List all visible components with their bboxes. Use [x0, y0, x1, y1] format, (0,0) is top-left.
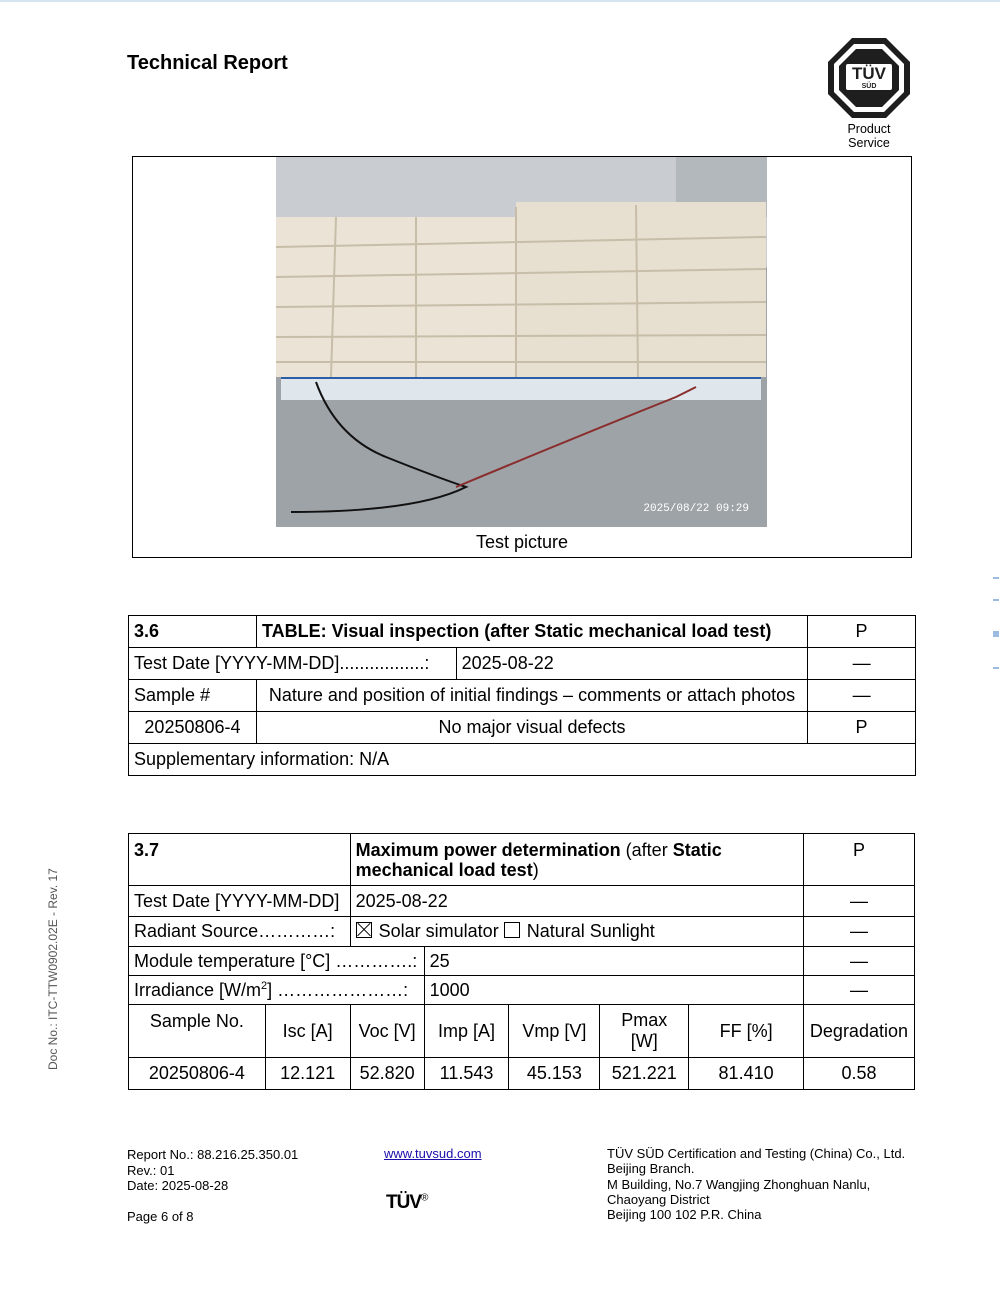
tuv-octagon-icon	[826, 36, 912, 120]
section-verdict: P	[808, 616, 916, 648]
col-header: Degradation	[803, 1005, 914, 1058]
finding-text: No major visual defects	[256, 712, 807, 744]
table-row	[129, 616, 916, 648]
section-number: 3.7	[129, 834, 351, 886]
findings-verdict: —	[808, 680, 916, 712]
report-number: Report No.: 88.216.25.350.01	[127, 1147, 299, 1162]
table-row	[129, 917, 915, 947]
irr-label-pre: Irradiance [W/m	[134, 979, 262, 1000]
col-header: FF [%]	[689, 1005, 804, 1058]
table-cell: 521.221	[600, 1058, 689, 1090]
tuv-footer-text: TÜV	[386, 1192, 421, 1213]
table-cell: 12.121	[265, 1058, 350, 1090]
unchecked-box-icon	[504, 922, 520, 938]
table-row	[129, 886, 915, 917]
table-row	[129, 947, 915, 976]
test-photo-image	[276, 157, 767, 527]
table-row	[129, 648, 916, 680]
col-header: Sample No.	[129, 1005, 266, 1058]
footer-company-address	[607, 1146, 905, 1222]
col-header: Vmp [V]	[509, 1005, 600, 1058]
table-3-7	[128, 833, 915, 1090]
col-header: Imp [A]	[424, 1005, 509, 1058]
temp-value: 25	[424, 947, 803, 976]
findings-label: Nature and position of initial findings – comments or attach photos	[256, 680, 807, 712]
website-link[interactable]: www.tuvsud.com	[384, 1146, 482, 1161]
table-row	[129, 834, 915, 886]
irr-label-post: ] …………………:	[267, 979, 409, 1000]
table-row	[129, 680, 916, 712]
sample-label: Sample #	[129, 680, 257, 712]
table-cell: 52.820	[350, 1058, 424, 1090]
col-header: Pmax [W]	[600, 1005, 689, 1058]
table-row	[129, 744, 916, 776]
test-date-value: 2025-08-22	[456, 648, 807, 680]
table-cell: 81.410	[689, 1058, 804, 1090]
logo-caption: Product Service	[847, 122, 891, 150]
table-row	[129, 976, 915, 1005]
photo-frame	[132, 156, 912, 558]
top-border	[0, 0, 1000, 2]
table-cell: 11.543	[424, 1058, 509, 1090]
photo-timestamp: 2025/08/22 09:29	[643, 503, 749, 515]
title-part-1: Maximum power determination	[355, 840, 621, 860]
irradiance-label	[129, 976, 425, 1005]
test-date-label: Test Date [YYYY-MM-DD].................:	[129, 648, 457, 680]
supplementary-info: Supplementary information: N/A	[129, 744, 916, 776]
page-number: Page 6 of 8	[127, 1208, 194, 1224]
temp-label: Module temperature [°C] ………….:	[129, 947, 425, 976]
test-date-value: 2025-08-22	[350, 886, 803, 917]
company-line: M Building, No.7 Wangjing Zhonghuan Nanlu,	[607, 1176, 871, 1192]
logo-text: TÜV	[852, 64, 886, 83]
section-title	[350, 834, 803, 886]
title-part-3: Static mechanical load test	[355, 840, 722, 880]
finding-verdict: P	[808, 712, 916, 744]
col-header: Voc [V]	[350, 1005, 424, 1058]
company-line: TÜV SÜD Certification and Testing (China) Co., Ltd.	[607, 1146, 906, 1161]
tuv-logo	[826, 36, 912, 150]
company-line: Beijing Branch.	[607, 1161, 695, 1177]
company-line: Beijing 100 102 P.R. China	[607, 1207, 762, 1223]
section-verdict: P	[803, 834, 914, 886]
title-part-4: )	[532, 860, 539, 880]
sample-no: 20250806-4	[129, 712, 257, 744]
table-row	[129, 712, 916, 744]
temp-verdict: —	[803, 947, 914, 976]
section-title: TABLE: Visual inspection (after Static mechanical load test)	[256, 616, 807, 648]
irradiance-verdict: —	[803, 976, 914, 1005]
radiant-verdict: —	[803, 917, 914, 947]
footer-report-info	[127, 1147, 298, 1224]
test-date-verdict: —	[808, 648, 916, 680]
test-date-verdict: —	[803, 886, 914, 917]
irradiance-value: 1000	[424, 976, 803, 1005]
test-photo	[276, 157, 767, 527]
col-header: Isc [A]	[265, 1005, 350, 1058]
test-date-label: Test Date [YYYY-MM-DD]	[129, 886, 351, 917]
table-cell: 45.153	[509, 1058, 600, 1090]
radiant-label: Radiant Source…………:	[129, 917, 351, 947]
table-cell: 0.58	[803, 1058, 914, 1090]
irr-label-sup: 2	[261, 979, 268, 992]
section-number: 3.6	[129, 616, 257, 648]
doc-number-sidenote: Doc No.: ITC-TTW0902.02E - Rev. 17	[46, 868, 60, 1070]
tuv-footer-logo	[386, 1192, 427, 1214]
logo-subtext: SÜD	[861, 83, 877, 90]
option-natural: Natural Sunlight	[526, 921, 655, 941]
table-3-6	[128, 615, 916, 776]
page-title: Technical Report	[127, 52, 288, 74]
option-solar: Solar simulator	[378, 921, 499, 941]
title-part-2: (after	[620, 840, 673, 860]
edge-scan-marks	[990, 575, 1000, 695]
table-row	[129, 1058, 915, 1090]
report-date: Date: 2025-08-28	[127, 1178, 229, 1193]
footer-link-block	[384, 1146, 482, 1161]
table-cell: 20250806-4	[129, 1058, 266, 1090]
radiant-options	[350, 917, 803, 947]
checked-box-icon	[356, 922, 372, 938]
table-header-row	[129, 1005, 915, 1058]
revision: Rev.: 01	[127, 1162, 175, 1178]
company-line: Chaoyang District	[607, 1191, 710, 1207]
photo-caption: Test picture	[475, 532, 569, 552]
registered-mark: ®	[421, 1192, 428, 1204]
